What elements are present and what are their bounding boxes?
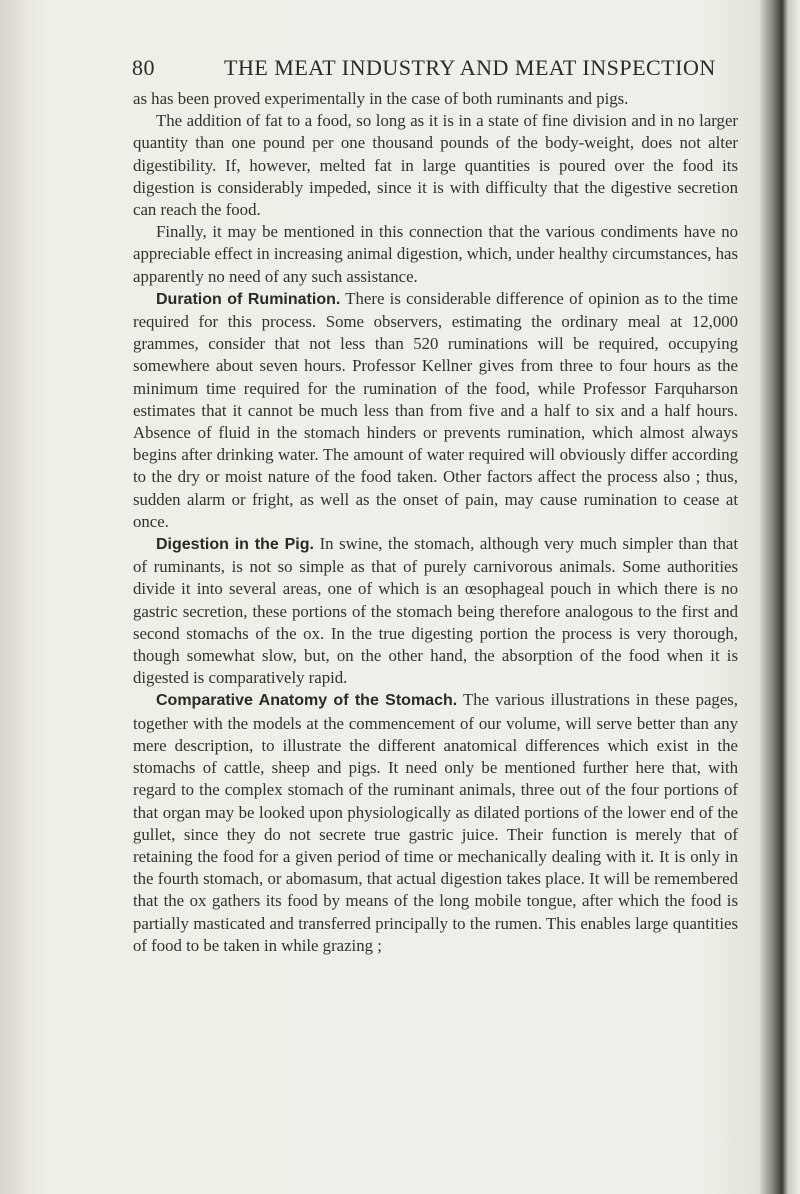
page-number: 80 xyxy=(132,55,155,80)
page-header xyxy=(132,55,752,85)
paragraph-digestion-in-pig xyxy=(133,533,738,689)
paragraph-text: There is considerable difference of opinion as to the time required for this process. Some observers, estimating the ordinary meal at 12,000 grammes, consider that not less than 520 ruminations will be required, occupying somewhere about seven hours. Professor Kellner gives from three to four hours as the minimum time required for the rumination of the food, while Professor Farquharson estimates that it cannot be much less than from five and a half to six and a half hours. Absence of fluid in the stomach hinders or prevents rumination, which almost always begins after drinking water. The amount of water required will obviously differ according to the dry or moist nature of the food taken. Other factors affect the process also ; thus, sudden alarm or fright, as well as the onset of pain, may cause rumination to cease at once. xyxy=(133,288,738,531)
running-title: THE MEAT INDUSTRY AND MEAT INSPECTION xyxy=(224,55,716,80)
section-heading: Digestion in the Pig. xyxy=(156,536,314,554)
paragraph-text: Finally, it may be mentioned in this connection that the various condiments have no appreciable effect in increasing animal digestion, which, under healthy circumstances, has apparently no need of any such assistance. xyxy=(133,222,738,286)
body-text xyxy=(133,88,738,957)
paragraph-3 xyxy=(133,221,738,288)
paragraph-2 xyxy=(133,110,738,221)
left-page-shadow xyxy=(0,0,30,1194)
paragraph-text: In swine, the stomach, although very much simpler than that of ruminants, is not so simple as that of purely carnivorous animals. Some authorities divide it into several areas, one of which is an œsophageal pouch in which there is no gastric secretion, these portions of the stomach being therefore analogous to the first and second stomachs of the ox. In the true digesting portion the process is very thorough, though somewhat slow, but, on the other hand, the absorption of the food when it is digested is comparatively rapid. xyxy=(133,534,739,688)
section-heading: Duration of Rumination. xyxy=(156,290,341,308)
paragraph-text: The addition of fat to a food, so long as it is in a state of fine division and in no larger quantity than one pound per one thousand pounds of the body-weight, does not alter digestibility. If, however, melted fat in large quantities is poured over the food its digestion is considerably impeded, since it is with difficulty that the digestive secretion can reach the food. xyxy=(133,111,738,220)
section-heading: Comparative Anatomy of the Stomach. xyxy=(156,692,458,710)
paragraph-text: as has been proved experimentally in the case of both ruminants and pigs. xyxy=(133,89,629,108)
book-gutter xyxy=(760,0,800,1194)
paragraph-1 xyxy=(133,88,738,110)
paragraph-duration-of-rumination xyxy=(133,288,738,533)
paragraph-text: The various illustrations in these pages, together with the models at the commencement of our volume, will serve better than any mere description, to illustrate the different anatomical differences which exist in the stomachs of cattle, sheep and pigs. It need only be mentioned further here that, with regard to the complex stomach of the ruminant animals, three out of the four portions of that organ may be looked upon physiologically as dilated portions of the lower end of the gullet, since they do not secrete true gastric juice. Their function is merely that of retaining the food for a given period of time or mechanically dealing with it. It is only in the fourth stomach, or abomasum, that actual digestion takes place. It will be remembered that the ox gathers its food by means of the long mobile tongue, after which the food is partially masticated and transferred principally to the rumen. This enables large quantities of food to be taken in while grazing ; xyxy=(133,690,738,955)
paragraph-comparative-anatomy xyxy=(133,689,738,956)
